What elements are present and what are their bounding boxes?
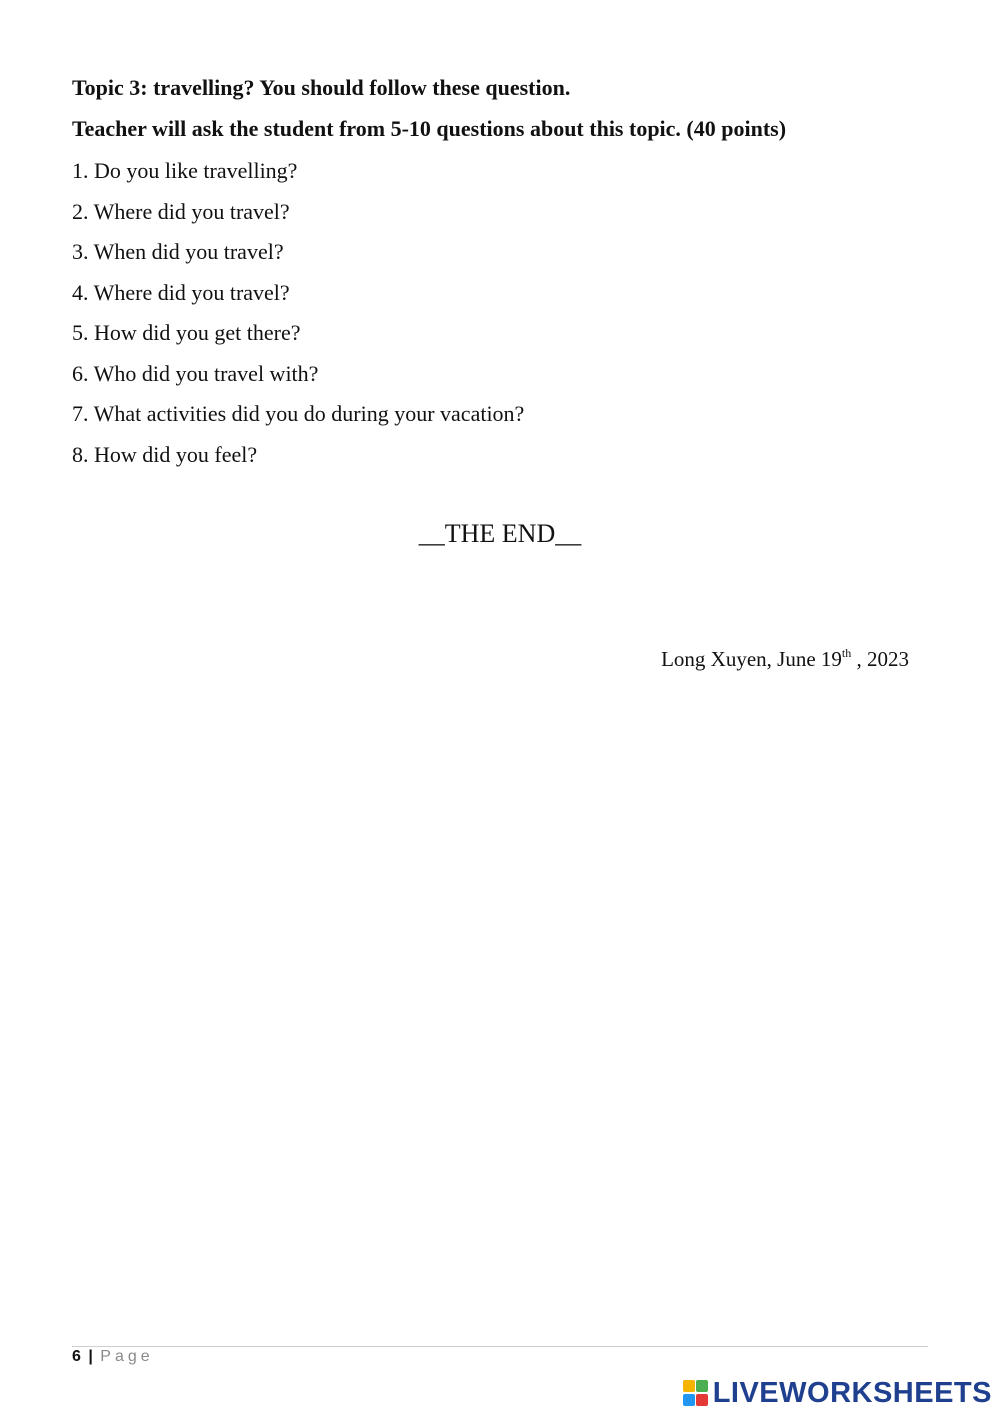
date-line (661, 647, 909, 672)
the-end-text: __THE END__ (418, 519, 582, 548)
brand-name: LIVEWORKSHEETS (712, 1377, 992, 1409)
question-item: 3. When did you travel? (72, 239, 284, 264)
date-superscript: th (841, 646, 852, 660)
liveworksheets-logo-icon (683, 1380, 709, 1408)
footer-separator: | (88, 1348, 93, 1365)
question-item: 6. Who did you travel with? (72, 360, 319, 386)
liveworksheets-brand (683, 1377, 992, 1410)
question-item: 5. How did you get there? (72, 320, 301, 345)
date-text: Long Xuyen, June 19 (661, 647, 842, 671)
question-item: 4. Where did you travel? (72, 279, 290, 305)
date-year: , 2023 (851, 647, 909, 671)
question-item: 8. How did you feel? (72, 441, 258, 467)
question-item: 1. Do you like travelling? (72, 158, 298, 183)
question-item: 7. What activities did you do during your vacation? (72, 401, 525, 426)
page-footer (72, 1348, 154, 1366)
page-label: Page (100, 1348, 154, 1365)
question-item: 2. Where did you travel? (72, 198, 290, 224)
page-number: 6 (72, 1348, 81, 1365)
footer-divider (72, 1346, 928, 1347)
question-list (72, 157, 524, 481)
instruction-text: Teacher will ask the student from 5-10 questions about this topic. (40 points) (72, 116, 787, 141)
topic-heading: Topic 3: travelling? You should follow these question. (72, 75, 571, 100)
